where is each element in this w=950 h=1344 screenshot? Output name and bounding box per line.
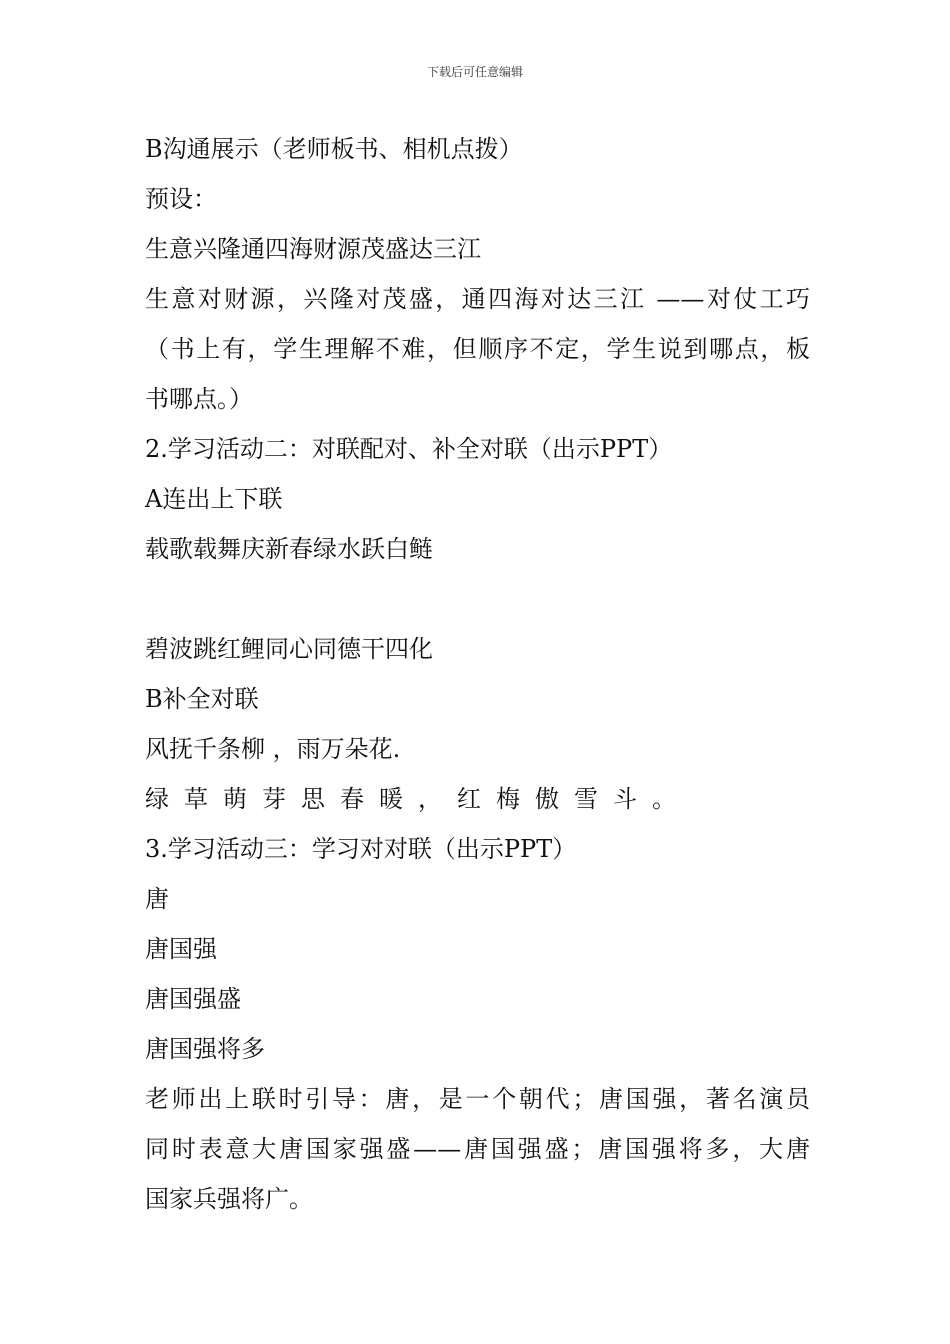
text-line: 老师出上联时引导：唐，是一个朝代；唐国强，著名演员 [145,1085,810,1113]
text-line: 绿草萌芽思春暖，红梅傲雪斗。 [145,785,691,813]
text-line: 唐 [145,885,169,913]
text-line: 唐国强将多 [145,1035,265,1063]
text-line: 生意兴隆通四海财源茂盛达三江 [145,235,481,263]
blank-line [145,580,810,630]
text-line: B沟通展示（老师板书、相机点拨） [145,135,523,163]
document-body [145,130,810,1230]
text-line: 国家兵强将广。 [145,1185,313,1213]
text-line: （书上有，学生理解不难，但顺序不定，学生说到哪点，板 [145,335,810,363]
text-line: 碧波跳红鲤同心同德干四化 [145,635,433,663]
text-line: 唐国强 [145,935,217,963]
text-line: 生意对财源，兴隆对茂盛，通四海对达三江 ——对仗工巧 [145,285,810,313]
text-line: B补全对联 [145,685,259,713]
text-line: 3.学习活动三：学习对对联（出示PPT） [145,835,577,863]
text-line: 2.学习活动二：对联配对、补全对联（出示PPT） [145,435,673,463]
text-line: 载歌载舞庆新春绿水跃白鲢 [145,535,433,563]
text-line: A连出上下联 [145,485,283,513]
text-line: 风抚千条柳 ，雨万朵花. [145,735,401,763]
text-line: 唐国强盛 [145,985,241,1013]
page-header: 下载后可任意编辑 [426,65,523,79]
text-line: 预设： [145,185,217,213]
text-line: 同时表意大唐国家强盛——唐国强盛；唐国强将多，大唐 [145,1135,810,1163]
text-line: 书哪点。） [145,385,253,413]
